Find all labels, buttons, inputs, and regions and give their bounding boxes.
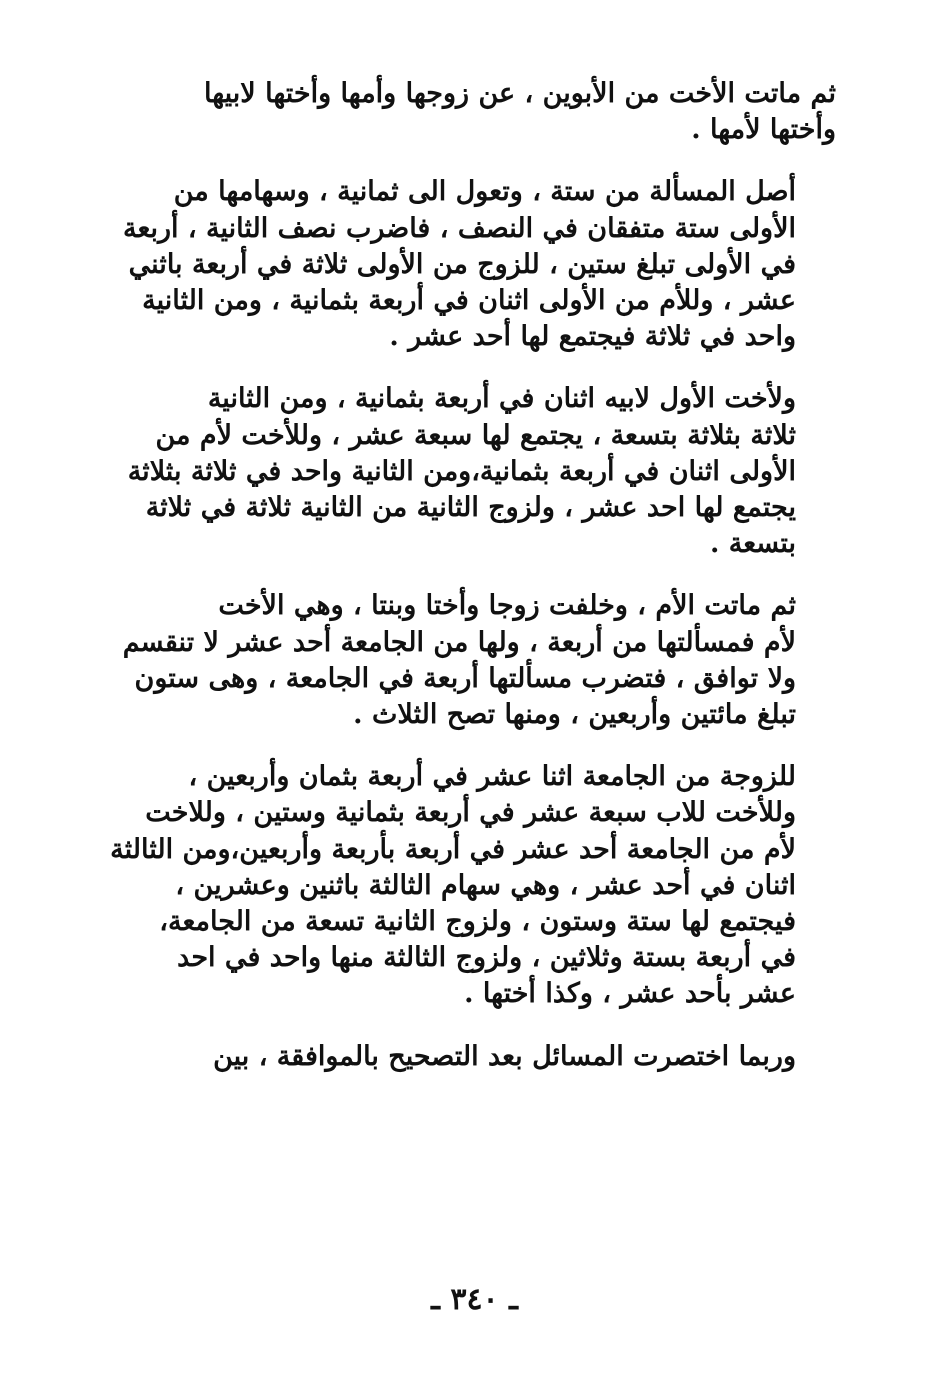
- text-line: ولأخت الأول لابيه اثنان في أربعة بثمانية ، ومن الثانية: [207, 383, 796, 415]
- paragraph-5: [74, 759, 836, 1012]
- text-line: الأولى اثنان في أربعة بثمانية،ومن الثانية واحد في ثلاثة بثلاثة: [127, 455, 796, 487]
- text-line: واحد في ثلاثة فيجتمع لها أحد عشر .: [389, 321, 796, 353]
- text-line: يجتمع لها احد عشر ، ولزوج الثانية من الثانية ثلاثة في ثلاثة: [145, 492, 796, 524]
- text-line: ثم ماتت الأخت من الأبوين ، عن زوجها وأمها وأختها لابيها: [203, 78, 836, 109]
- text-line: في أربعة بستة وثلاثين ، ولزوج الثالثة منها واحد في احد: [177, 942, 796, 974]
- text-line: أصل المسألة من ستة ، وتعول الى ثمانية ، وسهامها من: [173, 176, 796, 208]
- text-line: وربما اختصرت المسائل بعد التصحيح بالموافقة ، بين: [213, 1040, 796, 1072]
- text-line: ثلاثة بثلاثة بتسعة ، يجتمع لها سبعة عشر ، وللأخت لأم من: [155, 419, 796, 451]
- text-line: ولا توافق ، فتضرب مسألتها أربعة في الجامعة ، وهى ستون: [134, 662, 796, 694]
- text-line: تبلغ مائتين وأربعين ، ومنها تصح الثلاث .: [353, 699, 796, 731]
- text-line: في الأولى تبلغ ستين ، للزوج من الأولى ثلاثة في أربعة باثني: [128, 248, 796, 280]
- text-line: عشر بأحد عشر ، وكذا أختها .: [464, 978, 796, 1010]
- text-line: بتسعة .: [709, 528, 796, 560]
- text-line: لأم من الجامعة أحد عشر في أربعة بأربعة وأربعين،ومن الثالثة: [110, 833, 796, 865]
- paragraph-1: [74, 76, 836, 148]
- page-body-text: [74, 76, 836, 1101]
- text-line: لأم فمسألتها من أربعة ، ولها من الجامعة أحد عشر لا تنقسم: [122, 626, 796, 658]
- paragraph-6: [74, 1039, 836, 1075]
- text-line: وللأخت للاب سبعة عشر في أربعة بثمانية وستين ، وللاخت: [145, 797, 796, 829]
- text-line: وأختها لأمها .: [691, 114, 836, 146]
- paragraph-4: [74, 588, 836, 733]
- text-line: فيجتمع لها ستة وستون ، ولزوج الثانية تسعة من الجامعة،: [159, 906, 796, 938]
- text-line: عشر ، وللأم من الأولى اثنان في أربعة بثمانية ، ومن الثانية: [142, 285, 796, 317]
- paragraph-2: [74, 174, 836, 355]
- text-line: اثنان في أحد عشر ، وهي سهام الثالثة باثنين وعشرين ،: [175, 869, 796, 901]
- page-number: ـ ٣٤٠ ـ: [431, 1282, 518, 1317]
- text-line: ثم ماتت الأم ، وخلفت زوجا وأختا وبنتا ، وهي الأخت: [218, 590, 796, 622]
- text-line: للزوجة من الجامعة اثنا عشر في أربعة بثمان وأربعين ،: [188, 761, 796, 793]
- text-line: الأولى ستة متفقان في النصف ، فاضرب نصف الثانية ، أربعة: [122, 212, 796, 244]
- paragraph-3: [74, 381, 836, 562]
